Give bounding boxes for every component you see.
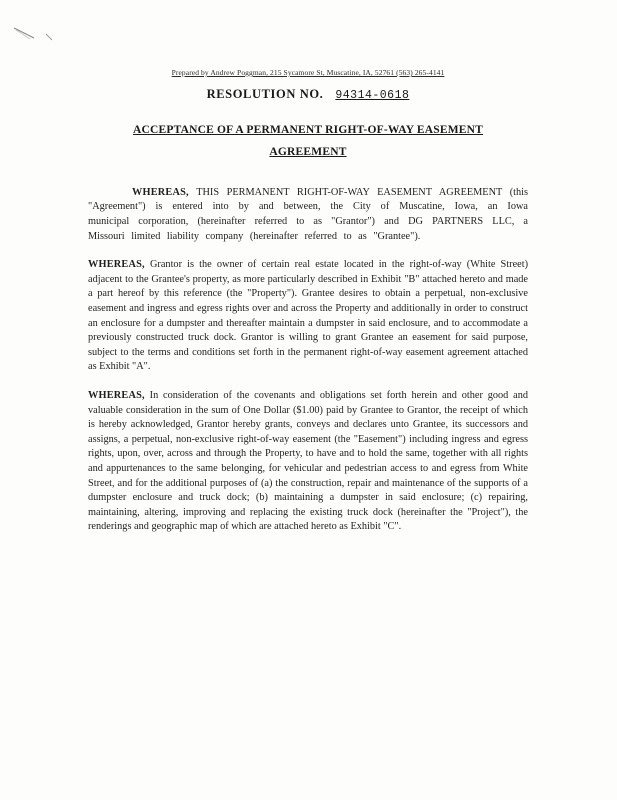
document-body [88, 68, 528, 549]
resolution-number-line [88, 87, 528, 102]
paragraph-2 [88, 258, 528, 375]
paragraph-3 [88, 389, 528, 535]
paragraph-1-text: THIS PERMANENT RIGHT-OF-WAY EASEMENT AGREEMENT (this "Agreement") is entered into by and between, the City of Muscatine, Iowa, an Iowa municipal corporation, (hereinafter referred to as "Grantor") and DG PARTNERS LLC, a Missouri limited liability company (hereinafter referred to as "Grantee"). [88, 186, 528, 242]
paragraph-1-lead: WHEREAS, [132, 186, 189, 198]
prepared-by-line: Prepared by Andrew Poggman, 215 Sycamore St, Muscatine, IA, 52761 (563) 265-4141 [171, 68, 445, 77]
paragraph-3-lead: WHEREAS, [88, 390, 145, 401]
page-title [88, 120, 528, 164]
paragraph-2-lead: WHEREAS, [88, 259, 145, 271]
resolution-label: RESOLUTION NO. [206, 87, 324, 101]
resolution-number: 94314-0618 [335, 89, 410, 102]
title-line-1: ACCEPTANCE OF A PERMANENT RIGHT-OF-WAY EASEMENT [132, 124, 484, 136]
title-line-2: AGREEMENT [269, 145, 347, 158]
paragraph-2-text: Grantor is the owner of certain real estate located in the right-of-way (White Street) adjacent to the Grantee's property, as more particularly described in Exhibit "B" attached hereto and made a part hereof by this reference (the "Property"). Grantee desires to obtain a perpetual, non-exclusive easement and ingress and egress rights over and across the Property and additionally in order to construct an enclosure for a dumpster and thereafter maintain a dumpster in said enclosure, and to accommodate a previously constructed truck dock. Grantor is willing to grant Grantee an easement for said purpose, subject to the terms and conditions set forth in the permanent right-of-way easement agreement attached as Exhibit "A". [88, 259, 528, 373]
paragraph-3-text: In consideration of the covenants and obligations set forth herein and other good and valuable consideration in the sum of One Dollar ($1.00) paid by Grantee to Grantor, the receipt of which is hereby acknowledged, Grantor hereby grants, conveys and declares unto Grantee, its successors and assigns, a perpetual, non-exclusive right-of-way easement (the "Easement") including ingress and egress rights, upon, over, across and through the Property, to have and to hold the same, together with all rights and appurtenances to the same belonging, for vehicular and pedestrian access to and egress from White Street, and for the additional purposes of (a) the construction, repair and maintenance of the supports of a dumpster enclosure and truck dock; (b) maintaining a dumpster in said enclosure; (c) repairing, maintaining, altering, improving and replacing the existing truck dock (hereinafter the "Project"), the renderings and geographic map of which are attached hereto as Exhibit "C". [88, 390, 528, 533]
paragraph-1 [88, 186, 528, 244]
